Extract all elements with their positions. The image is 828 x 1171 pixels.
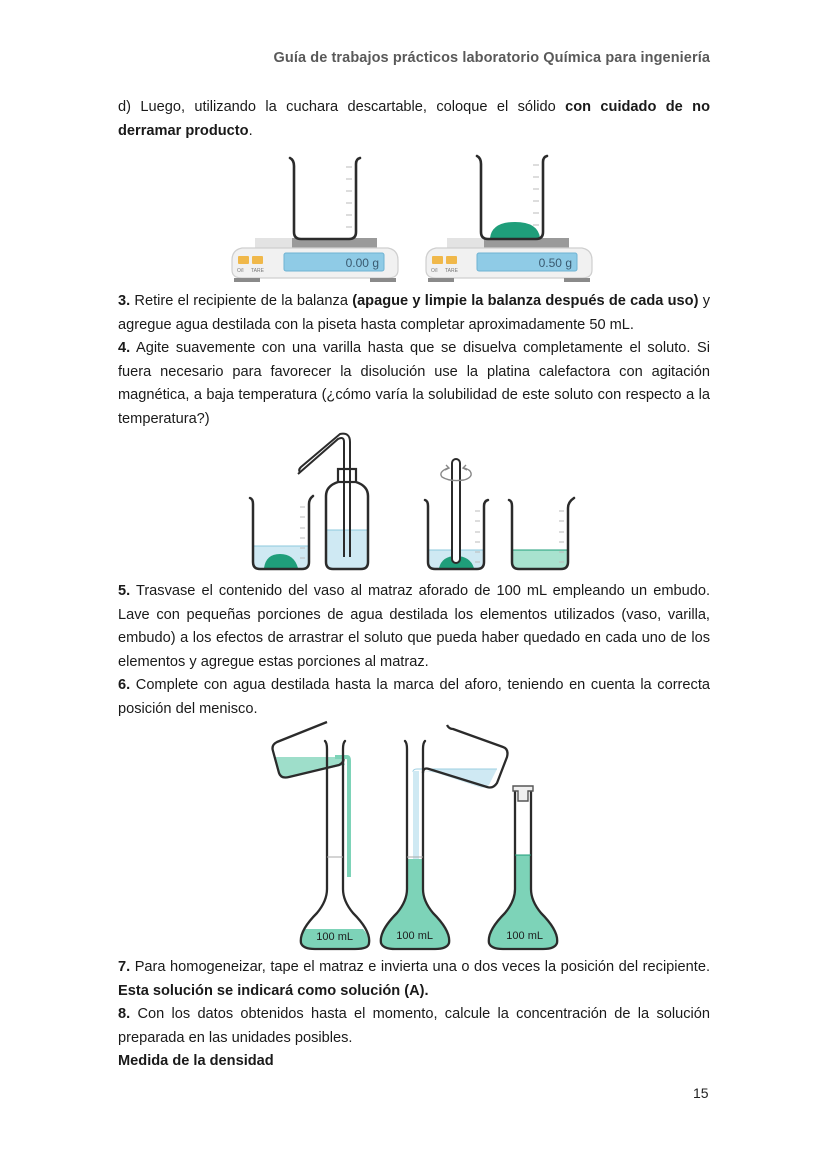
text-run: Con los datos obtenidos hasta el momento, calcule la concentración de la solución preparada en las unidades posibles.: [118, 1006, 710, 1046]
text-run: Esta solución se indicará como solución (A).: [118, 982, 429, 999]
btn-onoff-label: O/I: [237, 268, 244, 274]
text-run: Retire el recipiente de la balanza: [130, 293, 353, 309]
text-run: 6.: [118, 677, 131, 693]
paragraph-step-8: [118, 1003, 710, 1050]
btn-tare-label: TARE: [445, 268, 458, 274]
text-run: 3.: [118, 293, 131, 309]
section-heading-density: [118, 1050, 710, 1074]
text-run: (apague y limpie la balanza después de cada uso): [352, 293, 699, 309]
paragraph-step-5: [118, 580, 710, 674]
flask-1-label: 100 mL: [316, 931, 353, 943]
paragraph-step-4: [118, 337, 710, 431]
flask-3-stoppered: [489, 786, 557, 949]
volumetric-flask-figure: [265, 717, 575, 957]
balance-1: [232, 158, 398, 282]
text-run: Para homogeneizar, tape el matraz e invierta una o dos veces la posición del recipiente.: [130, 959, 710, 975]
text-run: 7.: [118, 959, 131, 975]
btn-onoff-label: O/I: [431, 268, 438, 274]
paragraph-step-d: [118, 96, 710, 143]
flask-2-label: 100 mL: [396, 930, 433, 942]
text-run: Trasvase el contenido del vaso al matraz aforado de 100 mL empleando un embudo. Lave con pequeñas porciones de agua destilada los elementos utilizados (vaso, varilla, embudo) a los efectos de arrastrar el soluto que pueda haber quedado en cada uno de los elementos y agregue estas porciones al matraz.: [118, 583, 710, 670]
dissolution-figure: [242, 432, 587, 574]
text-run: .: [248, 122, 253, 139]
beaker-stirring: [425, 459, 488, 569]
document-header: Guía de trabajos prácticos laboratorio Química para ingeniería: [273, 50, 710, 66]
balance-figure: [228, 150, 600, 285]
text-run: d) Luego, utilizando la cuchara descartable, coloque el sólido: [118, 99, 566, 115]
page-number: 15: [693, 1085, 709, 1101]
text-run: 4.: [118, 340, 131, 356]
flask-3-label: 100 mL: [506, 930, 543, 942]
balance-1-display: 0.00 g: [345, 256, 379, 270]
text-run: Medida de la densidad: [118, 1053, 274, 1069]
balance-2: [426, 156, 592, 282]
btn-tare-label: TARE: [251, 268, 264, 274]
beaker-solution: [509, 498, 574, 569]
text-run: 5.: [118, 583, 131, 599]
paragraph-step-3: [118, 290, 710, 337]
paragraph-step-6: [118, 674, 710, 721]
text-run: Agite suavemente con una varilla hasta que se disuelva completamente el soluto. Si fuera necesario para favorecer la disolución use la platina calefactora con agitación magnética, a baja temperatura (¿cómo varía la solubilidad de este soluto con respecto a la temperatura?): [118, 340, 710, 427]
text-run: con cuidado de no derramar producto: [118, 99, 711, 139]
text-run: 8.: [118, 1006, 131, 1022]
paragraph-step-7: [118, 956, 710, 1003]
text-run: y agregue agua destilada con la piseta hasta completar aproximadamente 50 mL.: [118, 293, 710, 333]
beaker-solid-water: [250, 496, 313, 569]
balance-2-display: 0.50 g: [538, 256, 572, 270]
flask-1-pouring: [273, 722, 370, 949]
text-run: Complete con agua destilada hasta la marca del aforo, teniendo en cuenta la correcta posición del menisco.: [118, 677, 710, 717]
flask-2-filling: [381, 725, 508, 949]
